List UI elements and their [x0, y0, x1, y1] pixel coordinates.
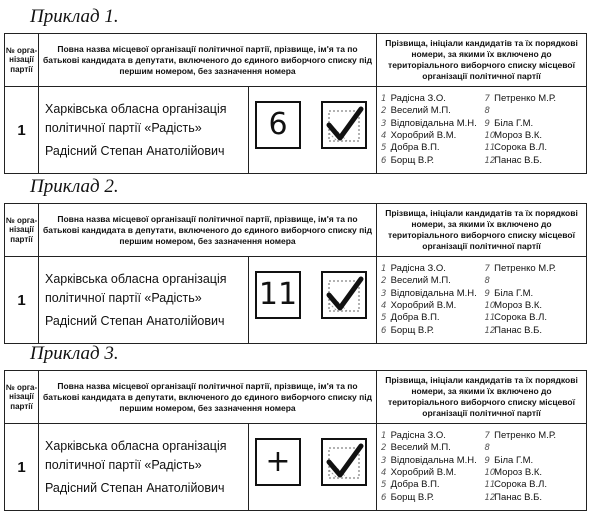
ballot-header-row: [5, 204, 587, 257]
example-title: Приклад 3.: [30, 343, 119, 364]
candidate-position: 9: [484, 118, 490, 129]
candidate-name: Веселий М.П.: [390, 442, 451, 454]
handwritten-mark: 6: [268, 107, 288, 142]
candidate-position: 10: [484, 468, 496, 478]
candidate-entry: [485, 312, 587, 324]
candidate-name: Відповідальна М.Н.: [390, 117, 477, 129]
candidates-column-left: [381, 263, 483, 337]
candidate-entry: [485, 275, 587, 287]
candidate-name: Панас В.Б.: [494, 324, 543, 336]
candidate-entry: [381, 430, 483, 442]
ballot-party-row: [5, 257, 587, 344]
header-party-name: Повна назва місцевої організації політичної партії, прізвище, ім'я та по батькові кандидата в депутати, включеного до єдиного виборчого списку під першим номером, без зазначення номера: [39, 371, 377, 424]
party-name-line1: Харківська обласна організація: [45, 271, 227, 286]
party-leader: Радісний Степан Анатолійович: [45, 313, 225, 328]
candidate-name: Сорока В.Л.: [494, 479, 548, 491]
candidate-position: 8: [484, 276, 490, 287]
candidate-position: 7: [484, 431, 490, 442]
vote-marks: [249, 424, 377, 511]
candidate-entry: [485, 130, 587, 142]
candidate-entry: [485, 288, 587, 300]
candidate-position: 3: [381, 118, 387, 129]
candidate-position: 10: [484, 131, 496, 141]
handwritten-mark: +: [265, 444, 291, 479]
candidate-entry: [485, 479, 587, 491]
candidates-column-right: [485, 263, 587, 337]
header-candidates: Прізвища, ініціали кандидатів та їх порядкові номери, за якими їх включено до територіального виборчого списку місцевої організації політичної партії: [377, 371, 587, 424]
candidates-column-right: [485, 93, 587, 167]
candidate-position: 9: [484, 288, 490, 299]
candidate-entry: [381, 442, 483, 454]
candidate-entry: [485, 263, 587, 275]
candidate-name: Панас В.Б.: [494, 491, 543, 503]
party-info: [39, 424, 249, 511]
candidate-name: Сорока В.Л.: [494, 312, 548, 324]
candidate-entry: [485, 492, 587, 504]
candidate-name: Петренко М.Р.: [494, 430, 557, 442]
candidate-position: 11: [484, 313, 496, 324]
candidate-name: Борщ В.Р.: [390, 491, 435, 503]
party-leader: Радісний Степан Анатолійович: [45, 143, 225, 158]
candidate-entry: [381, 479, 483, 491]
header-candidates: Прізвища, ініціали кандидатів та їх порядкові номери, за якими їх включено до територіального виборчого списку місцевої організації політичної партії: [377, 34, 587, 87]
candidate-position: 12: [484, 155, 496, 166]
candidate-position: 1: [381, 264, 387, 275]
candidates-grid: [381, 263, 586, 337]
candidate-entry: [381, 155, 483, 167]
party-name-line2: політичної партії «Радість»: [45, 120, 202, 135]
candidates-cell: [377, 424, 587, 511]
candidate-name: Відповідальна М.Н.: [390, 454, 477, 466]
candidate-position: 10: [484, 301, 496, 311]
candidate-name: Веселий М.П.: [390, 105, 451, 117]
candidate-name: Петренко М.Р.: [494, 263, 557, 275]
candidate-entry: [485, 93, 587, 105]
candidate-entry: [381, 325, 483, 337]
candidate-entry: [381, 118, 483, 130]
checkmark-icon: [323, 103, 365, 147]
candidates-column-right: [485, 430, 587, 504]
party-leader: Радісний Степан Анатолійович: [45, 480, 225, 495]
candidate-position: 7: [484, 264, 490, 275]
candidate-position: 12: [484, 492, 496, 503]
handwritten-mark: 11: [258, 277, 298, 312]
candidate-name: Веселий М.П.: [390, 275, 451, 287]
header-party-name: Повна назва місцевої організації політичної партії, прізвище, ім'я та по батькові кандидата в депутати, включеного до єдиного виборчого списку під першим номером, без зазначення номера: [39, 204, 377, 257]
vote-marks: [249, 257, 377, 344]
candidate-name: Радісна З.О.: [390, 430, 446, 442]
candidate-position: 3: [381, 455, 387, 466]
party-name-line1: Харківська обласна організація: [45, 101, 227, 116]
candidate-entry: [381, 312, 483, 324]
candidate-entry: [485, 442, 587, 454]
candidate-position: 12: [484, 325, 496, 336]
candidate-entry: [485, 142, 587, 154]
example-title: Приклад 1.: [30, 6, 119, 27]
candidate-entry: [485, 467, 587, 479]
party-name-line2: політичної партії «Радість»: [45, 290, 202, 305]
candidate-position: 5: [381, 480, 387, 491]
header-party-name: Повна назва місцевої організації політичної партії, прізвище, ім'я та по батькові кандидата в депутати, включеного до єдиного виборчого списку під першим номером, без зазначення номера: [39, 34, 377, 87]
candidate-name: Хоробрий В.М.: [390, 130, 457, 141]
candidate-number-box[interactable]: [255, 271, 301, 319]
candidate-number-box[interactable]: [255, 101, 301, 149]
candidate-position: 2: [381, 443, 387, 454]
party-name-line2: політичної партії «Радість»: [45, 457, 202, 472]
party-number: 1: [5, 424, 39, 511]
candidate-entry: [381, 492, 483, 504]
candidate-name: Добра В.П.: [390, 312, 440, 324]
candidate-name: Радісна З.О.: [390, 263, 446, 275]
party-name-line1: Харківська обласна організація: [45, 438, 227, 453]
candidate-entry: [381, 300, 483, 312]
candidate-entry: [485, 300, 587, 312]
header-party-number: № орга-нізації партії: [5, 371, 39, 424]
checkmark-icon: [323, 440, 365, 484]
candidate-name: Мороз В.К.: [494, 467, 543, 478]
candidates-column-left: [381, 93, 483, 167]
party-checkbox[interactable]: [321, 438, 367, 486]
candidate-name: Біла Г.М.: [494, 117, 534, 129]
candidate-position: 5: [381, 143, 387, 154]
candidate-position: 2: [381, 106, 387, 117]
candidate-position: 8: [484, 443, 490, 454]
candidate-name: Хоробрий В.М.: [390, 467, 457, 478]
ballot-party-row: [5, 424, 587, 511]
candidate-entry: [381, 467, 483, 479]
candidate-entry: [485, 105, 587, 117]
candidate-entry: [485, 455, 587, 467]
party-number: 1: [5, 87, 39, 174]
candidate-entry: [381, 130, 483, 142]
party-checkbox[interactable]: [321, 271, 367, 319]
ballot-header-row: [5, 371, 587, 424]
candidates-cell: [377, 257, 587, 344]
candidate-name: Радісна З.О.: [390, 93, 446, 105]
candidate-entry: [381, 263, 483, 275]
candidate-name: Біла Г.М.: [494, 287, 534, 299]
candidate-position: 1: [381, 431, 387, 442]
candidate-name: Мороз В.К.: [494, 300, 543, 311]
candidate-position: 6: [381, 325, 387, 336]
ballot-table: [4, 33, 587, 174]
candidate-name: Добра В.П.: [390, 479, 440, 491]
candidate-entry: [381, 105, 483, 117]
candidate-number-box[interactable]: [255, 438, 301, 486]
party-checkbox[interactable]: [321, 101, 367, 149]
ballot-header-row: [5, 34, 587, 87]
candidate-name: Борщ В.Р.: [390, 154, 435, 166]
candidate-name: Хоробрий В.М.: [390, 300, 457, 311]
candidate-entry: [485, 430, 587, 442]
ballot-party-row: [5, 87, 587, 174]
candidate-position: 4: [381, 131, 387, 141]
candidate-position: 4: [381, 301, 387, 311]
candidate-entry: [485, 118, 587, 130]
example-title: Приклад 2.: [30, 176, 119, 197]
candidate-position: 7: [484, 94, 490, 105]
candidate-position: 9: [484, 455, 490, 466]
candidates-grid: [381, 430, 586, 504]
candidate-name: Добра В.П.: [390, 142, 440, 154]
candidate-position: 6: [381, 492, 387, 503]
candidate-entry: [381, 142, 483, 154]
ballot-table: [4, 203, 587, 344]
party-info: [39, 87, 249, 174]
party-info: [39, 257, 249, 344]
candidate-entry: [381, 275, 483, 287]
ballot-table: [4, 370, 587, 511]
checkmark-icon: [323, 273, 365, 317]
header-candidates: Прізвища, ініціали кандидатів та їх порядкові номери, за якими їх включено до територіального виборчого списку місцевої організації політичної партії: [377, 204, 587, 257]
header-party-number: № орга-нізації партії: [5, 34, 39, 87]
candidate-name: Біла Г.М.: [494, 454, 534, 466]
candidate-name: Петренко М.Р.: [494, 93, 557, 105]
candidate-position: 1: [381, 94, 387, 105]
candidate-position: 3: [381, 288, 387, 299]
candidates-grid: [381, 93, 586, 167]
candidate-entry: [381, 288, 483, 300]
party-number: 1: [5, 257, 39, 344]
candidate-position: 11: [484, 480, 496, 491]
header-party-number: № орга-нізації партії: [5, 204, 39, 257]
candidate-entry: [381, 455, 483, 467]
candidate-position: 8: [484, 106, 490, 117]
candidates-column-left: [381, 430, 483, 504]
candidate-position: 5: [381, 313, 387, 324]
candidate-position: 6: [381, 155, 387, 166]
candidate-entry: [381, 93, 483, 105]
candidate-name: Сорока В.Л.: [494, 142, 548, 154]
candidate-position: 11: [484, 143, 496, 154]
candidate-position: 2: [381, 276, 387, 287]
candidate-name: Панас В.Б.: [494, 154, 543, 166]
candidate-entry: [485, 325, 587, 337]
candidates-cell: [377, 87, 587, 174]
candidate-name: Борщ В.Р.: [390, 324, 435, 336]
candidate-name: Мороз В.К.: [494, 130, 543, 141]
candidate-name: Відповідальна М.Н.: [390, 287, 477, 299]
candidate-position: 4: [381, 468, 387, 478]
candidate-entry: [485, 155, 587, 167]
vote-marks: [249, 87, 377, 174]
